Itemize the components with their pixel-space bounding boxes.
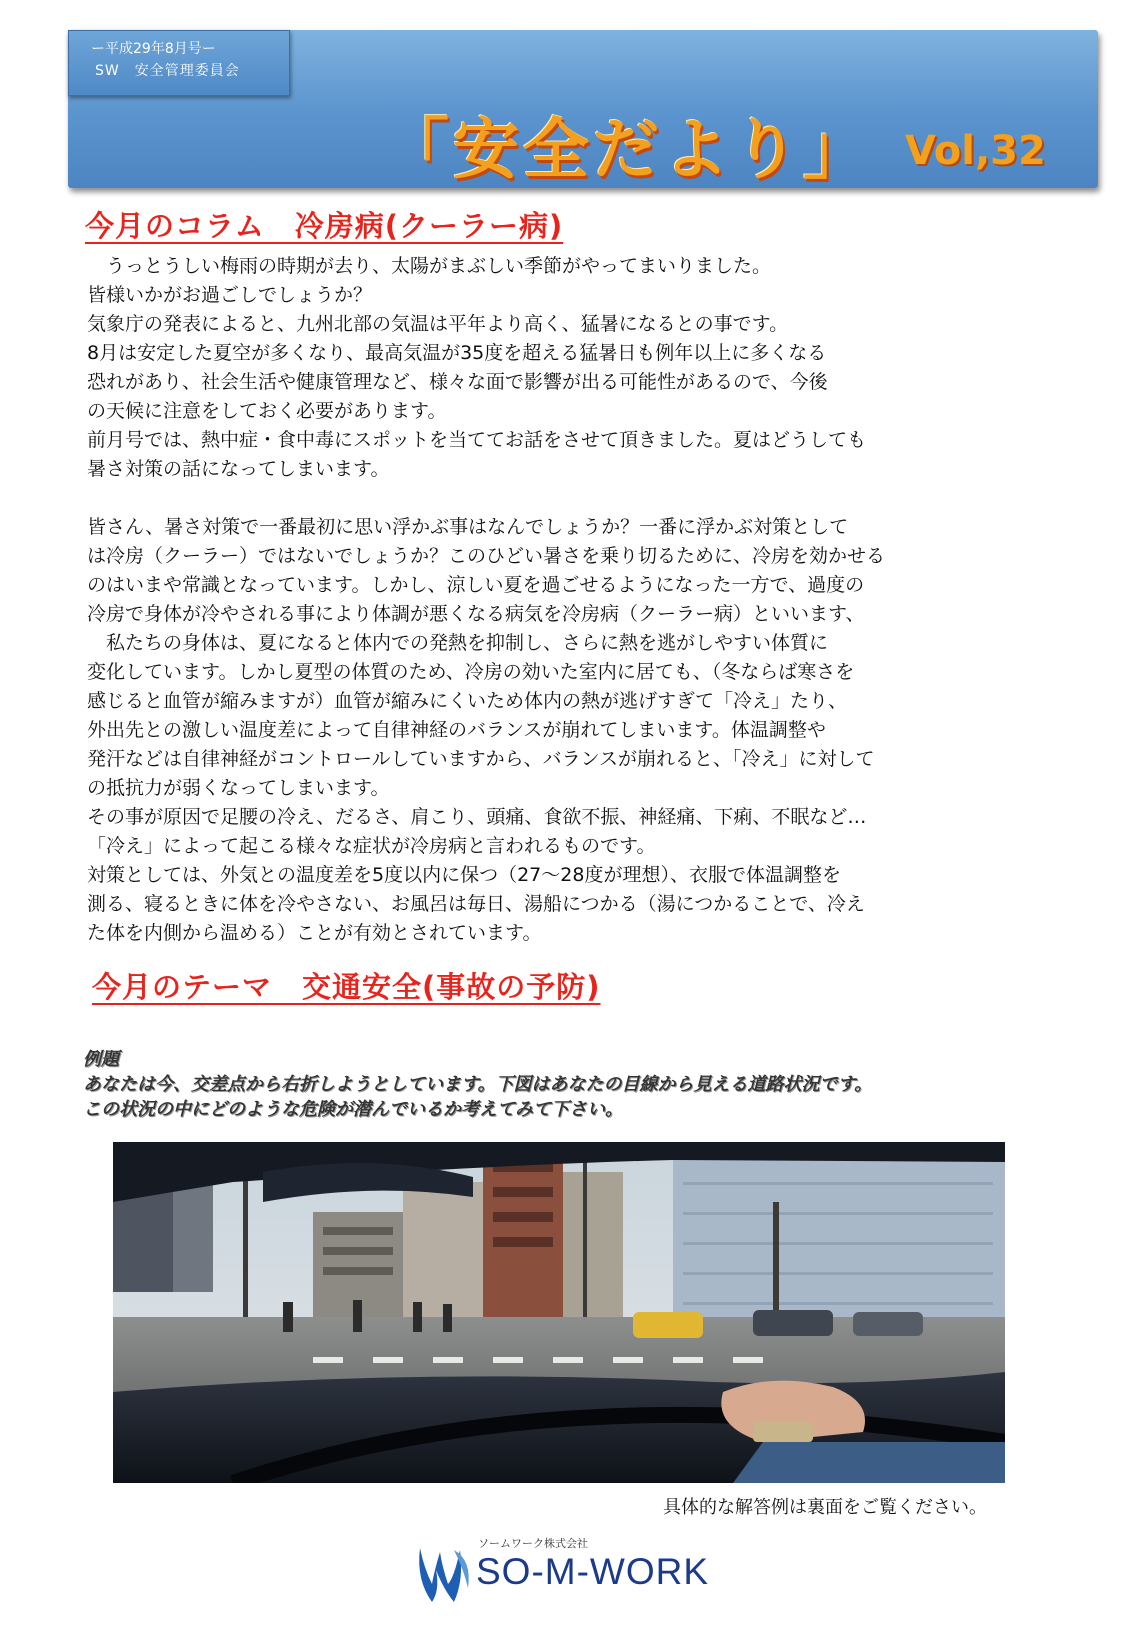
volume-number: Vol,32: [905, 128, 1046, 174]
example-block: [83, 1047, 1043, 1122]
column-line: の天候に注意をしておく必要があります。: [87, 400, 447, 422]
issue-line: ー平成29年8月号ー: [91, 41, 216, 57]
committee-name: SW 安全管理委員会: [95, 63, 240, 79]
column-line: 恐れがあり、社会生活や健康管理など、様々な面で影響が出る可能性があるので、今後: [87, 371, 828, 393]
newsletter-title: 「安全だより」: [383, 111, 873, 188]
column-line: のはいまや常識となっています。しかし、涼しい夏を過ごせるようになった一方で、過度の: [87, 574, 865, 596]
column-line: 私たちの身体は、夏になると体内での発熱を抑制し、さらに熱を逃がしやすい体質に: [87, 632, 829, 654]
column-line: 気象庁の発表によると、九州北部の気温は平年より高く、猛暑になるとの事です。: [87, 313, 789, 335]
company-logo: [414, 1535, 714, 1610]
column-line: 感じると血管が縮みますが）血管が縮みにくいため体内の熱が逃げすぎて「冷え」たり、: [87, 690, 848, 712]
column-line: その事が原因で足腰の冷え、だるさ、肩こり、頭痛、食欲不振、神経痛、下痢、不眠など…: [87, 806, 867, 828]
column-line: 「冷え」によって起こる様々な症状が冷房病と言われるものです。: [87, 835, 656, 857]
column-line: 外出先との激しい温度差によって自律神経のバランスが崩れてしまいます。体温調整や: [87, 719, 826, 741]
column-line: 変化しています。しかし夏型の体質のため、冷房の効いた室内に居ても、（冬ならば寒さを: [87, 661, 855, 683]
answer-note: 具体的な解答例は裏面をご覧ください。: [663, 1497, 987, 1518]
example-label: 例題: [83, 1049, 119, 1070]
column-body: [87, 252, 1027, 948]
issue-info-box: [68, 30, 290, 96]
brand-name: SO-M-WORK: [476, 1551, 710, 1592]
column-line: 皆様いかがお過ごしでしょうか？: [87, 284, 373, 306]
column-line: うっとうしい梅雨の時期が去り、太陽がまぶしい季節がやってまいりました。: [87, 255, 772, 277]
column-heading: 今月のコラム 冷房病(クーラー病): [85, 209, 564, 243]
intersection-photo: [113, 1142, 1005, 1483]
example-line: あなたは今、交差点から右折しようとしています。下図はあなたの目線から見える道路状況です。: [83, 1074, 873, 1095]
column-line: 冷房で身体が冷やされる事により体調が悪くなる病気を冷房病（クーラー病）といいます、: [87, 603, 865, 625]
column-line: 前月号では、熱中症・食中毒にスポットを当ててお話をさせて頂きました。夏はどうしても: [87, 429, 867, 451]
column-line: 発汗などは自律神経がコントロールしていますから、バランスが崩れると、「冷え」に対して: [87, 748, 875, 770]
column-line: の抵抗力が弱くなってしまいます。: [87, 777, 390, 799]
driver-view-illustration: [113, 1142, 1005, 1483]
column-line: 測る、寝るときに体を冷やさない、お風呂は毎日、湯船につかる（湯につかることで、冷え: [87, 893, 865, 915]
example-line: この状況の中にどのような危険が潜んでいるか考えてみて下さい。: [83, 1099, 623, 1120]
company-name: ソームワーク株式会社: [478, 1537, 588, 1550]
column-line: 対策としては、外気との温度差を5度以内に保つ（27～28度が理想）、衣服で体温調整を: [87, 864, 841, 886]
column-line: た体を内側から温める）ことが有効とされています。: [87, 922, 542, 944]
column-line: は冷房（クーラー）ではないでしょうか？このひどい暑さを乗り切るために、冷房を効かせる: [87, 545, 886, 567]
column-line: 皆さん、暑さ対策で一番最初に思い浮かぶ事はなんでしょうか？一番に浮かぶ対策として: [87, 516, 849, 538]
column-line: 暑さ対策の話になってしまいます。: [87, 458, 390, 480]
column-line: [87, 484, 1027, 513]
theme-heading: 今月のテーマ 交通安全(事故の予防): [92, 970, 601, 1004]
sw-wave-icon: [414, 1540, 476, 1610]
column-line: 8月は安定した夏空が多くなり、最高気温が35度を超える猛暑日も例年以上に多くなる: [87, 342, 827, 364]
